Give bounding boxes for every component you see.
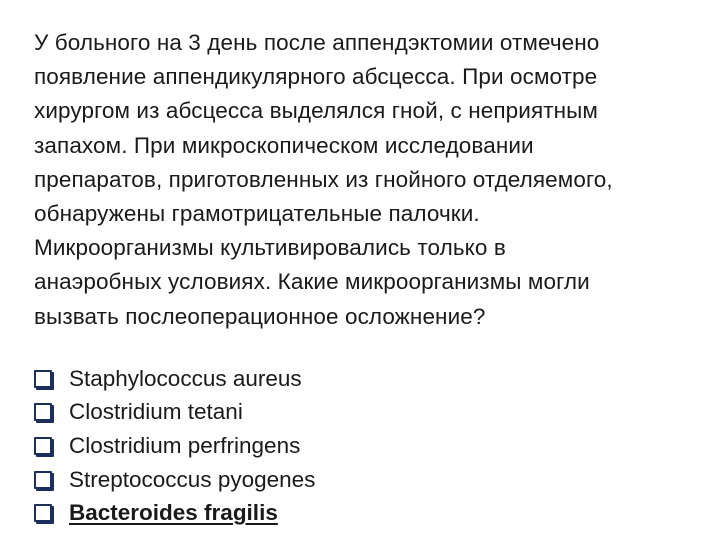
- question-line: запахом. При микроскопическом исследовании: [34, 132, 534, 158]
- question-line: У больного на 3 день после аппендэктомии отмечено: [34, 30, 600, 55]
- question-line: обнаружены грамотрицательные палочки.: [34, 201, 480, 227]
- question-line: вызвать послеоперационное осложнение?: [34, 303, 486, 329]
- checkbox-square-icon: [34, 504, 52, 522]
- question-text: [34, 26, 700, 334]
- answer-option-label: Streptococcus pyogenes: [69, 466, 316, 492]
- checkbox-square-icon: [34, 471, 52, 489]
- answer-option-label: Clostridium tetani: [69, 399, 243, 425]
- answer-options-list: [34, 362, 315, 530]
- question-line: появление аппендикулярного абсцесса. При осмотре: [34, 64, 598, 90]
- answer-option-label: Staphylococcus aureus: [69, 365, 302, 391]
- answer-option-streptococcus-pyogenes: [34, 463, 315, 497]
- answer-option-label: Clostridium perfringens: [69, 432, 301, 458]
- answer-option-clostridium-tetani: [34, 396, 315, 430]
- question-line: Микроорганизмы культивировались только в: [34, 235, 506, 261]
- question-line: анаэробных условиях. Какие микроорганизмы могли: [34, 269, 590, 295]
- question-line: хирургом из абсцесса выделялся гной, с неприятным: [34, 98, 599, 124]
- answer-option-bacteroides-fragilis: [34, 496, 315, 530]
- checkbox-square-icon: [34, 437, 52, 455]
- answer-option-label: Bacteroides fragilis: [69, 500, 278, 526]
- question-line: препаратов, приготовленных из гнойного отделяемого,: [34, 166, 613, 192]
- checkbox-square-icon: [34, 370, 52, 388]
- answer-option-staphylococcus-aureus: [34, 362, 315, 396]
- answer-option-clostridium-perfringens: [34, 429, 315, 463]
- checkbox-square-icon: [34, 403, 52, 421]
